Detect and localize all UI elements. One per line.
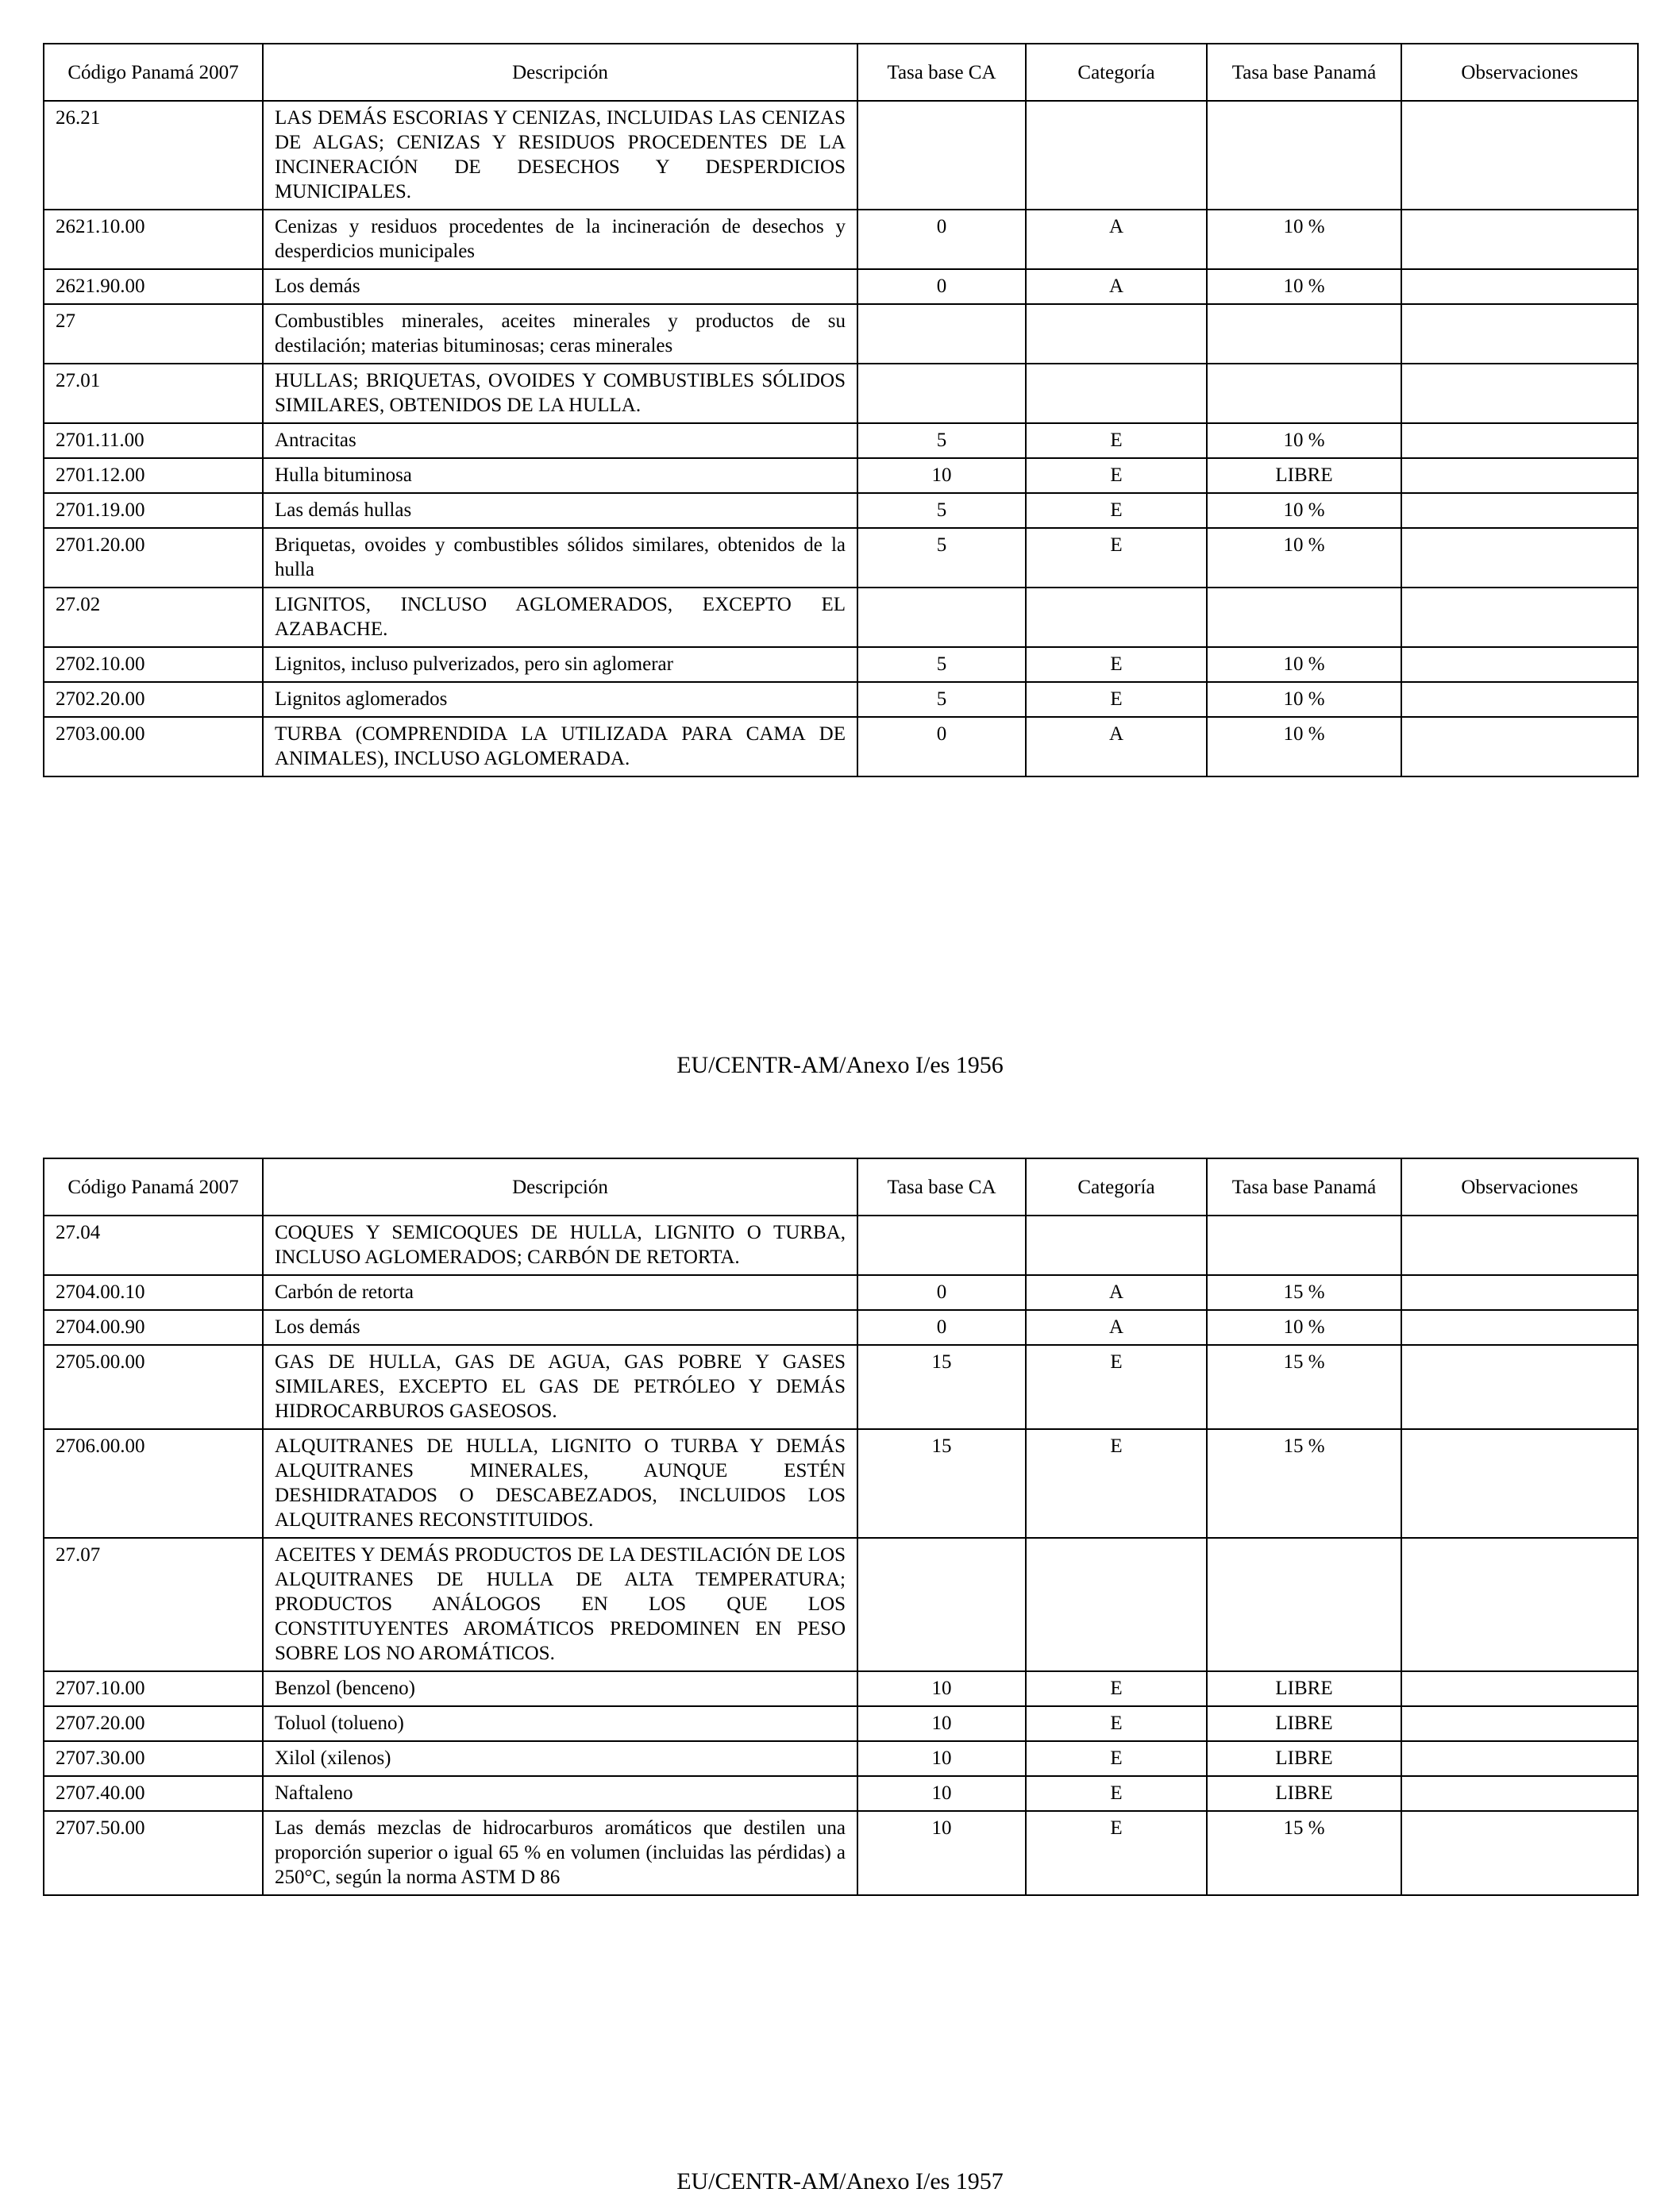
header-tasa-base-panama: Tasa base Panamá (1207, 1158, 1401, 1216)
cell-categoria: E (1026, 458, 1207, 493)
cell-observaciones (1401, 364, 1638, 423)
cell-observaciones (1401, 1429, 1638, 1538)
cell-tasa-base-panama: 15 % (1207, 1429, 1401, 1538)
table-row (44, 682, 1638, 717)
header-tasa-base-ca: Tasa base CA (857, 1158, 1026, 1216)
cell-observaciones (1401, 1275, 1638, 1310)
cell-categoria: A (1026, 1275, 1207, 1310)
cell-tasa-base-ca: 0 (857, 717, 1026, 776)
cell-categoria: E (1026, 1741, 1207, 1776)
cell-tasa-base-ca: 10 (857, 1706, 1026, 1741)
table-row (44, 1811, 1638, 1895)
cell-tasa-base-panama (1207, 364, 1401, 423)
cell-code: 2706.00.00 (44, 1429, 263, 1538)
cell-description: Los demás (263, 1310, 857, 1345)
cell-description: Antracitas (263, 423, 857, 458)
cell-code: 27.07 (44, 1538, 263, 1671)
table-row (44, 1538, 1638, 1671)
cell-tasa-base-panama: 10 % (1207, 269, 1401, 304)
cell-observaciones (1401, 1671, 1638, 1706)
cell-description: Las demás hullas (263, 493, 857, 528)
cell-tasa-base-panama: 10 % (1207, 682, 1401, 717)
header-tasa-base-panama: Tasa base Panamá (1207, 44, 1401, 101)
cell-code: 2707.20.00 (44, 1706, 263, 1741)
tariff-table-page-1 (43, 43, 1639, 777)
cell-observaciones (1401, 1776, 1638, 1811)
table-body (44, 1216, 1638, 1895)
table-header-row (44, 44, 1638, 101)
cell-code: 2701.19.00 (44, 493, 263, 528)
cell-categoria: A (1026, 269, 1207, 304)
table-row (44, 493, 1638, 528)
cell-tasa-base-panama: 10 % (1207, 423, 1401, 458)
cell-code: 2702.20.00 (44, 682, 263, 717)
cell-description: GAS DE HULLA, GAS DE AGUA, GAS POBRE Y GASES SIMILARES, EXCEPTO EL GAS DE PETRÓLEO Y DEMÁS HIDROCARBUROS GASEOSOS. (263, 1345, 857, 1429)
table-row (44, 647, 1638, 682)
cell-code: 2707.30.00 (44, 1741, 263, 1776)
cell-code: 2703.00.00 (44, 717, 263, 776)
cell-code: 2707.50.00 (44, 1811, 263, 1895)
table-row (44, 1345, 1638, 1429)
cell-tasa-base-ca: 5 (857, 493, 1026, 528)
cell-tasa-base-ca: 10 (857, 1671, 1026, 1706)
cell-categoria: E (1026, 1345, 1207, 1429)
cell-description: Benzol (benceno) (263, 1671, 857, 1706)
cell-tasa-base-ca (857, 588, 1026, 647)
cell-categoria (1026, 1538, 1207, 1671)
cell-tasa-base-panama: LIBRE (1207, 1706, 1401, 1741)
cell-description: Lignitos aglomerados (263, 682, 857, 717)
header-code: Código Panamá 2007 (44, 44, 263, 101)
cell-observaciones (1401, 423, 1638, 458)
cell-description: Cenizas y residuos procedentes de la incineración de desechos y desperdicios municipales (263, 210, 857, 269)
table-row (44, 101, 1638, 210)
cell-categoria (1026, 588, 1207, 647)
cell-categoria: E (1026, 1671, 1207, 1706)
cell-categoria: E (1026, 1776, 1207, 1811)
table-row (44, 1741, 1638, 1776)
cell-tasa-base-ca: 5 (857, 682, 1026, 717)
header-categoria: Categoría (1026, 1158, 1207, 1216)
cell-observaciones (1401, 269, 1638, 304)
cell-categoria: E (1026, 493, 1207, 528)
header-description: Descripción (263, 1158, 857, 1216)
cell-description: Lignitos, incluso pulverizados, pero sin aglomerar (263, 647, 857, 682)
table-row (44, 1776, 1638, 1811)
cell-code: 26.21 (44, 101, 263, 210)
cell-tasa-base-panama: 15 % (1207, 1811, 1401, 1895)
table-row (44, 423, 1638, 458)
cell-tasa-base-panama: 10 % (1207, 528, 1401, 588)
cell-tasa-base-ca: 0 (857, 210, 1026, 269)
cell-tasa-base-panama (1207, 1538, 1401, 1671)
cell-categoria (1026, 364, 1207, 423)
header-description: Descripción (263, 44, 857, 101)
cell-tasa-base-ca: 0 (857, 1275, 1026, 1310)
cell-code: 2705.00.00 (44, 1345, 263, 1429)
cell-observaciones (1401, 682, 1638, 717)
cell-categoria: E (1026, 528, 1207, 588)
cell-categoria: E (1026, 1429, 1207, 1538)
cell-code: 2701.20.00 (44, 528, 263, 588)
cell-tasa-base-panama: 10 % (1207, 647, 1401, 682)
cell-tasa-base-panama: LIBRE (1207, 1741, 1401, 1776)
cell-code: 27.02 (44, 588, 263, 647)
header-observaciones: Observaciones (1401, 1158, 1638, 1216)
table-row (44, 588, 1638, 647)
cell-code: 2707.40.00 (44, 1776, 263, 1811)
cell-observaciones (1401, 304, 1638, 364)
cell-observaciones (1401, 1706, 1638, 1741)
cell-code: 27.04 (44, 1216, 263, 1275)
cell-code: 2704.00.90 (44, 1310, 263, 1345)
cell-code: 2704.00.10 (44, 1275, 263, 1310)
cell-observaciones (1401, 1310, 1638, 1345)
page-footer: EU/CENTR-AM/Anexo I/es 1957 (676, 2168, 1004, 2194)
cell-observaciones (1401, 1811, 1638, 1895)
cell-description: Naftaleno (263, 1776, 857, 1811)
cell-code: 2702.10.00 (44, 647, 263, 682)
cell-observaciones (1401, 210, 1638, 269)
cell-description: Hulla bituminosa (263, 458, 857, 493)
cell-categoria: E (1026, 682, 1207, 717)
cell-tasa-base-ca: 10 (857, 458, 1026, 493)
tariff-table-page-2 (43, 1158, 1639, 1896)
cell-observaciones (1401, 647, 1638, 682)
cell-description: ACEITES Y DEMÁS PRODUCTOS DE LA DESTILACIÓN DE LOS ALQUITRANES DE HULLA DE ALTA TEMPERATURA; PRODUCTOS ANÁLOGOS EN LOS QUE LOS CONSTITUYENTES AROMÁTICOS PREDOMINEN EN PESO SOBRE LOS NO AROMÁTICOS. (263, 1538, 857, 1671)
header-categoria: Categoría (1026, 44, 1207, 101)
cell-code: 2707.10.00 (44, 1671, 263, 1706)
cell-tasa-base-ca: 10 (857, 1776, 1026, 1811)
cell-tasa-base-ca (857, 1216, 1026, 1275)
cell-tasa-base-ca (857, 304, 1026, 364)
cell-description: Combustibles minerales, aceites minerales y productos de su destilación; materias bituminosas; ceras minerales (263, 304, 857, 364)
cell-tasa-base-ca: 5 (857, 528, 1026, 588)
cell-tasa-base-ca: 15 (857, 1345, 1026, 1429)
cell-observaciones (1401, 1216, 1638, 1275)
cell-observaciones (1401, 458, 1638, 493)
table-row (44, 1216, 1638, 1275)
cell-code: 2621.10.00 (44, 210, 263, 269)
header-observaciones: Observaciones (1401, 44, 1638, 101)
cell-tasa-base-panama (1207, 588, 1401, 647)
cell-categoria: A (1026, 717, 1207, 776)
cell-tasa-base-ca: 10 (857, 1741, 1026, 1776)
cell-tasa-base-ca: 5 (857, 647, 1026, 682)
cell-code: 2701.11.00 (44, 423, 263, 458)
table-row (44, 304, 1638, 364)
cell-tasa-base-panama (1207, 304, 1401, 364)
cell-observaciones (1401, 493, 1638, 528)
cell-description: HULLAS; BRIQUETAS, OVOIDES Y COMBUSTIBLES SÓLIDOS SIMILARES, OBTENIDOS DE LA HULLA. (263, 364, 857, 423)
cell-tasa-base-panama: LIBRE (1207, 1776, 1401, 1811)
table-row (44, 1671, 1638, 1706)
cell-tasa-base-panama: 15 % (1207, 1345, 1401, 1429)
table-row (44, 717, 1638, 776)
table-body (44, 101, 1638, 776)
cell-description: Los demás (263, 269, 857, 304)
cell-tasa-base-ca: 5 (857, 423, 1026, 458)
cell-categoria (1026, 101, 1207, 210)
cell-tasa-base-panama (1207, 1216, 1401, 1275)
cell-code: 27.01 (44, 364, 263, 423)
cell-categoria: E (1026, 647, 1207, 682)
cell-observaciones (1401, 1741, 1638, 1776)
header-tasa-base-ca: Tasa base CA (857, 44, 1026, 101)
table-header-row (44, 1158, 1638, 1216)
cell-observaciones (1401, 528, 1638, 588)
cell-tasa-base-ca: 0 (857, 269, 1026, 304)
cell-categoria: A (1026, 1310, 1207, 1345)
cell-tasa-base-panama: 10 % (1207, 210, 1401, 269)
table-row (44, 210, 1638, 269)
cell-tasa-base-panama: 10 % (1207, 717, 1401, 776)
cell-tasa-base-ca (857, 1538, 1026, 1671)
cell-description: LIGNITOS, INCLUSO AGLOMERADOS, EXCEPTO EL AZABACHE. (263, 588, 857, 647)
cell-observaciones (1401, 1345, 1638, 1429)
table-row (44, 1310, 1638, 1345)
table-row (44, 1706, 1638, 1741)
cell-tasa-base-panama: 10 % (1207, 493, 1401, 528)
table-row (44, 269, 1638, 304)
header-code: Código Panamá 2007 (44, 1158, 263, 1216)
cell-tasa-base-panama: 10 % (1207, 1310, 1401, 1345)
cell-observaciones (1401, 717, 1638, 776)
cell-categoria: E (1026, 1811, 1207, 1895)
cell-tasa-base-ca: 10 (857, 1811, 1026, 1895)
cell-tasa-base-ca: 15 (857, 1429, 1026, 1538)
table-row (44, 1275, 1638, 1310)
page-footer: EU/CENTR-AM/Anexo I/es 1956 (676, 1052, 1004, 1078)
cell-description: Briquetas, ovoides y combustibles sólidos similares, obtenidos de la hulla (263, 528, 857, 588)
table-row (44, 458, 1638, 493)
cell-tasa-base-ca (857, 101, 1026, 210)
cell-observaciones (1401, 588, 1638, 647)
cell-description: Xilol (xilenos) (263, 1741, 857, 1776)
cell-tasa-base-ca (857, 364, 1026, 423)
cell-code: 2621.90.00 (44, 269, 263, 304)
cell-tasa-base-panama: 15 % (1207, 1275, 1401, 1310)
cell-code: 2701.12.00 (44, 458, 263, 493)
cell-categoria (1026, 304, 1207, 364)
cell-tasa-base-ca: 0 (857, 1310, 1026, 1345)
cell-observaciones (1401, 1538, 1638, 1671)
cell-categoria: E (1026, 423, 1207, 458)
cell-tasa-base-panama: LIBRE (1207, 1671, 1401, 1706)
table-row (44, 528, 1638, 588)
cell-description: Carbón de retorta (263, 1275, 857, 1310)
cell-description: COQUES Y SEMICOQUES DE HULLA, LIGNITO O TURBA, INCLUSO AGLOMERADOS; CARBÓN DE RETORTA. (263, 1216, 857, 1275)
cell-description: Las demás mezclas de hidrocarburos aromáticos que destilen una proporción superior o igual 65 % en volumen (incluidas las pérdidas) a 250°C, según la norma ASTM D 86 (263, 1811, 857, 1895)
cell-categoria: E (1026, 1706, 1207, 1741)
cell-observaciones (1401, 101, 1638, 210)
cell-categoria: A (1026, 210, 1207, 269)
cell-tasa-base-panama (1207, 101, 1401, 210)
cell-description: TURBA (COMPRENDIDA LA UTILIZADA PARA CAMA DE ANIMALES), INCLUSO AGLOMERADA. (263, 717, 857, 776)
cell-categoria (1026, 1216, 1207, 1275)
table-row (44, 1429, 1638, 1538)
cell-description: Toluol (tolueno) (263, 1706, 857, 1741)
cell-description: LAS DEMÁS ESCORIAS Y CENIZAS, INCLUIDAS LAS CENIZAS DE ALGAS; CENIZAS Y RESIDUOS PROCEDENTES DE LA INCINERACIÓN DE DESECHOS Y DESPERDICIOS MUNICIPALES. (263, 101, 857, 210)
table-row (44, 364, 1638, 423)
cell-description: ALQUITRANES DE HULLA, LIGNITO O TURBA Y DEMÁS ALQUITRANES MINERALES, AUNQUE ESTÉN DESHIDRATADOS O DESCABEZADOS, INCLUIDOS LOS ALQUITRANES RECONSTITUIDOS. (263, 1429, 857, 1538)
cell-code: 27 (44, 304, 263, 364)
cell-tasa-base-panama: LIBRE (1207, 458, 1401, 493)
